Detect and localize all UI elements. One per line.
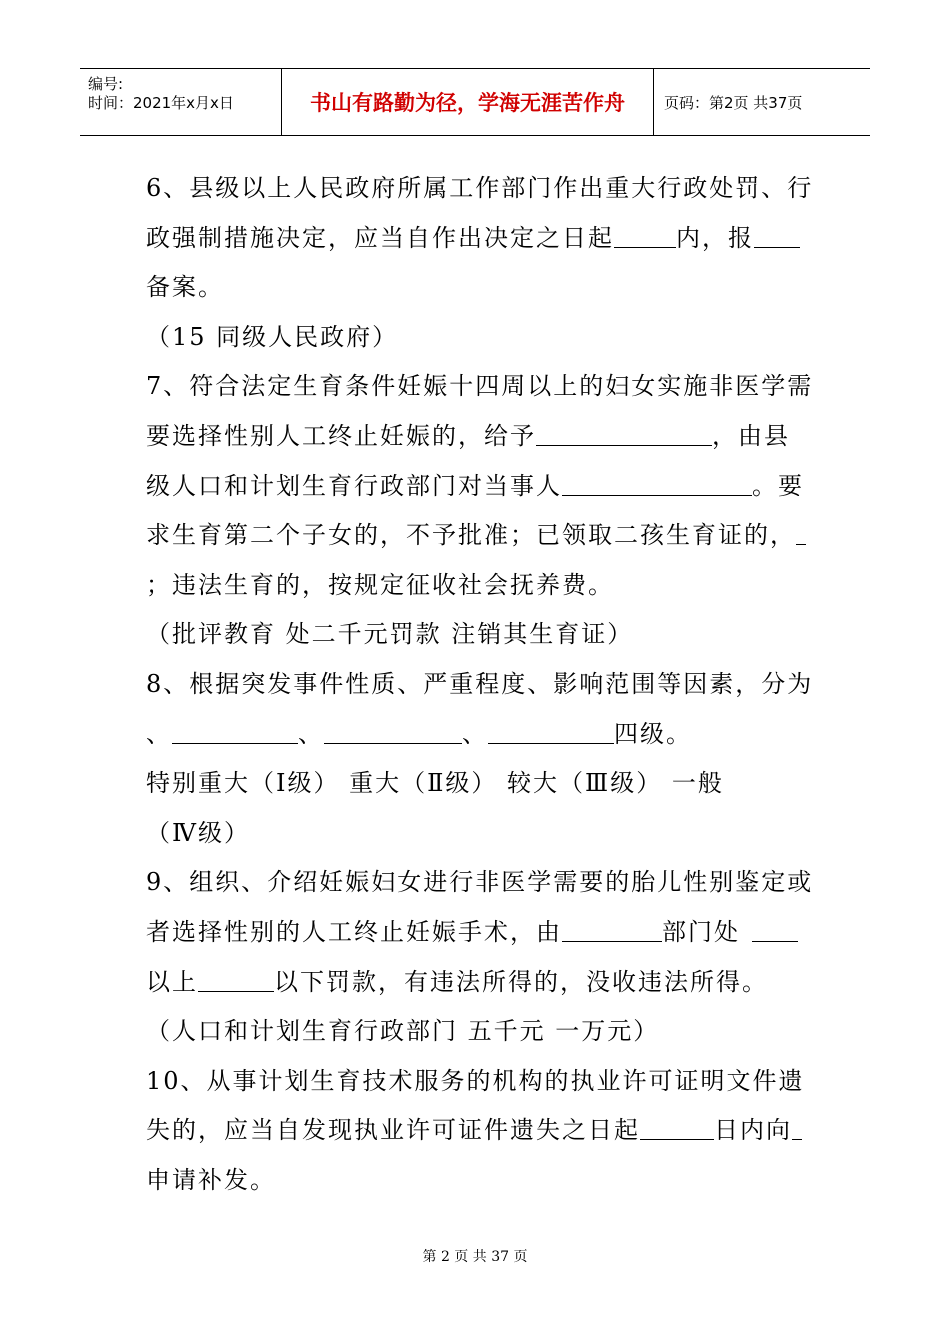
text-line: 者选择性别的人工终止妊娠手术，由 部门处 xyxy=(146,908,806,958)
answer-line: （15 同级人民政府） xyxy=(146,322,399,351)
blank xyxy=(754,217,800,248)
blank xyxy=(752,911,798,942)
text-line: 、 、 、 四级。 xyxy=(146,710,806,760)
answer-line: （批评教育 处二千元罚款 注销其生育证） xyxy=(146,620,634,649)
blank xyxy=(536,415,712,446)
text-line: 政强制措施决定，应当自作出决定之日起 内，报 xyxy=(146,214,806,264)
blank xyxy=(614,217,676,248)
time-label: 时间：2021年x月x日 xyxy=(88,94,234,112)
answer-line: （Ⅳ级） xyxy=(146,818,250,847)
header-page-info: 页码：第2页 共37页 xyxy=(664,93,803,112)
document-body xyxy=(146,164,814,1205)
blank xyxy=(172,713,298,744)
answer-line: 特别重大（Ⅰ级） 重大（Ⅱ级） 较大（Ⅲ级） 一般 xyxy=(146,769,724,798)
blank xyxy=(640,1109,714,1140)
blank xyxy=(792,1109,802,1140)
text-line: 申请补发。 xyxy=(146,1165,276,1194)
page-header xyxy=(80,68,870,136)
text-line: 备案。 xyxy=(146,273,224,302)
text-line: 级人口和计划生育行政部门对当事人 。要 xyxy=(146,462,806,512)
blank xyxy=(562,911,662,942)
text-line: 9、组织、介绍妊娠妇女进行非医学需要的胎儿性别鉴定或 xyxy=(146,868,814,897)
blank xyxy=(488,713,614,744)
text-line: 要选择性别人工终止妊娠的，给予 ，由县 xyxy=(146,412,806,462)
header-motto: 书山有路勤为径，学海无涯苦作舟 xyxy=(282,69,654,135)
blank xyxy=(796,514,806,545)
text-line: 7、符合法定生育条件妊娠十四周以上的妇女实施非医学需 xyxy=(146,372,814,401)
text-line: ；违法生育的，按规定征收社会抚养费。 xyxy=(146,570,614,599)
text-line: 以上 以下罚款，有违法所得的，没收违法所得。 xyxy=(146,958,806,1008)
number-label: 编号: xyxy=(88,75,124,93)
text-line: 8、根据突发事件性质、严重程度、影响范围等因素，分为 xyxy=(146,669,814,698)
page-footer: 第 2 页 共 37 页 xyxy=(422,1249,528,1265)
text-line: 失的，应当自发现执业许可证件遗失之日起 日内向 xyxy=(146,1106,806,1156)
answer-line: （人口和计划生育行政部门 五千元 一万元） xyxy=(146,1017,660,1046)
text-line: 10、从事计划生育技术服务的机构的执业许可证明文件遗 xyxy=(146,1066,805,1095)
text-line: 6、县级以上人民政府所属工作部门作出重大行政处罚、行 xyxy=(146,174,814,202)
header-meta xyxy=(80,69,282,135)
blank xyxy=(198,961,274,992)
blank xyxy=(324,713,462,744)
text-line: 求生育第二个子女的，不予批准；已领取二孩生育证的， xyxy=(146,511,806,561)
blank xyxy=(562,465,752,496)
